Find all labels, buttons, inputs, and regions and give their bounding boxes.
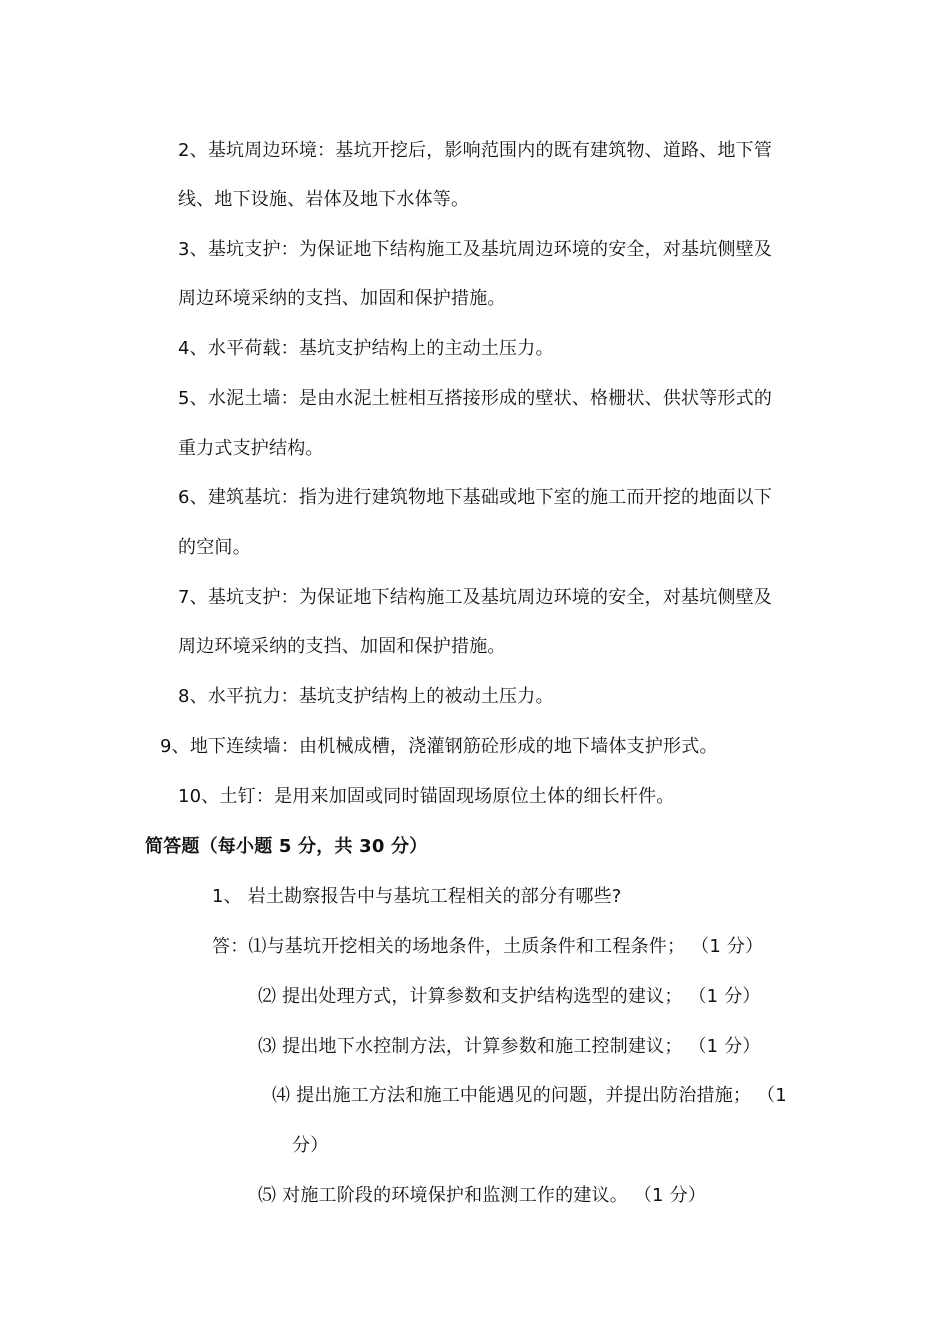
definition-5-line-2: 重力式支护结构。	[178, 438, 324, 459]
definition-6-line-1: 6、建筑基坑：指为进行建筑物地下基础或地下室的施工而开挖的地面以下	[178, 487, 773, 508]
definition-3-line-1: 3、基坑支护：为保证地下结构施工及基坑周边环境的安全，对基坑侧壁及	[178, 239, 773, 260]
answer-line-5: ⑸ 对施工阶段的环境保护和监测工作的建议。 （1 分）	[258, 1185, 707, 1206]
answer-line-4: ⑷ 提出施工方法和施工中能遇见的问题，并提出防治措施； （1	[272, 1085, 787, 1106]
definition-4: 4、水平荷载：基坑支护结构上的主动土压力。	[178, 338, 554, 359]
definition-2-line-1: 2、基坑周边环境：基坑开挖后，影响范围内的既有建筑物、道路、地下管	[178, 140, 773, 161]
definition-7-line-2: 周边环境采纳的支挡、加固和保护措施。	[178, 636, 506, 657]
definition-7-line-1: 7、基坑支护：为保证地下结构施工及基坑周边环境的安全，对基坑侧壁及	[178, 587, 773, 608]
definition-2-line-2: 线、地下设施、岩体及地下水体等。	[178, 189, 470, 210]
definition-3-line-2: 周边环境采纳的支挡、加固和保护措施。	[178, 288, 506, 309]
definition-8: 8、水平抗力：基坑支护结构上的被动土压力。	[178, 686, 554, 707]
definition-9: 9、地下连续墙：由机械成槽，浇灌钢筋砼形成的地下墙体支护形式。	[160, 736, 718, 757]
answer-line-2: ⑵ 提出处理方式，计算参数和支护结构选型的建议； （1 分）	[258, 986, 761, 1007]
definition-5-line-1: 5、水泥土墙：是由水泥土桩相互搭接形成的壁状、格栅状、供状等形式的	[178, 388, 773, 409]
section-title: 简答题（每小题 5 分，共 30 分）	[145, 836, 428, 857]
answer-line-3: ⑶ 提出地下水控制方法，计算参数和施工控制建议； （1 分）	[258, 1036, 761, 1057]
definition-6-line-2: 的空间。	[178, 537, 251, 558]
definition-10: 10、土钉：是用来加固或同时锚固现场原位土体的细长杆件。	[178, 786, 675, 807]
answer-line-4-continuation: 分）	[292, 1135, 329, 1156]
question-1: 1、 岩土勘察报告中与基坑工程相关的部分有哪些?	[212, 886, 622, 907]
answer-line-1: 答：⑴与基坑开挖相关的场地条件，土质条件和工程条件； （1 分）	[212, 936, 764, 957]
